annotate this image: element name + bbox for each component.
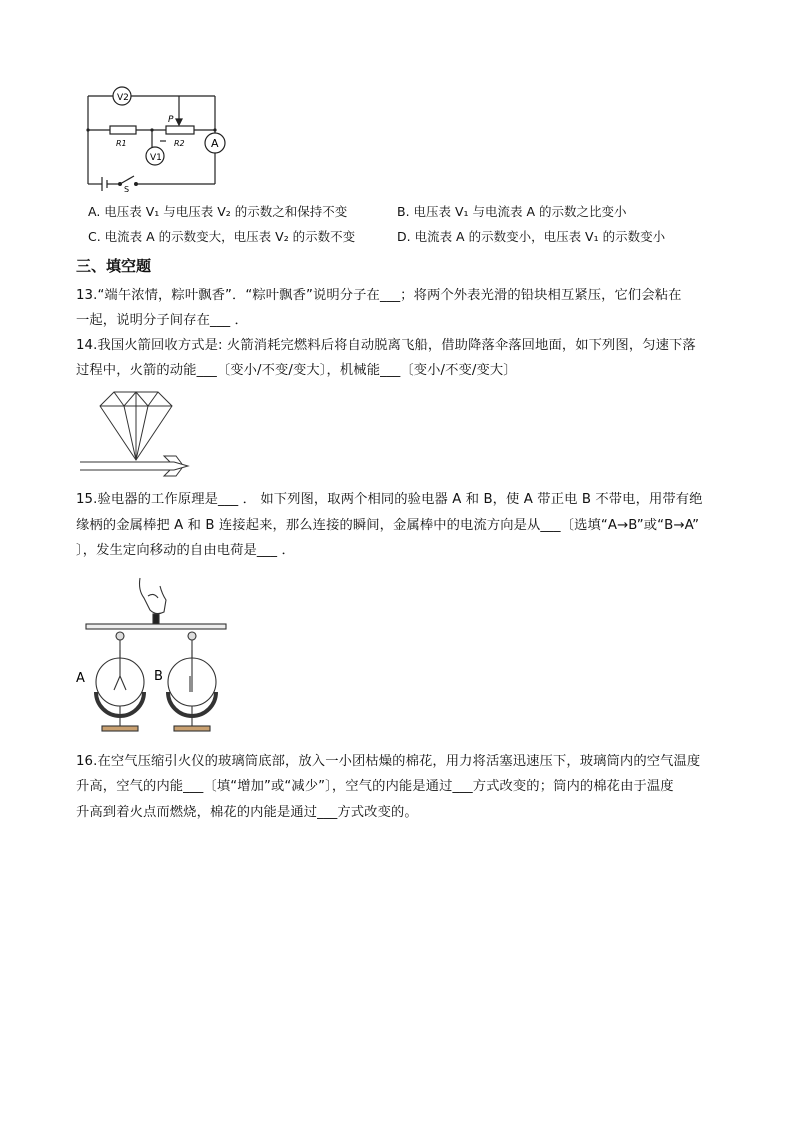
q13-line-1: 13.“端午浓情，粽叶飘香”．“粽叶飘香”说明分子在___；将两个外表光滑的铅块相互紧压，它们会粘在 bbox=[76, 288, 682, 303]
circuit-diagram bbox=[80, 86, 240, 192]
switch-s-label: S bbox=[124, 185, 130, 192]
option-a: A. 电压表 V₁ 与电压表 V₂ 的示数之和保持不变 bbox=[88, 204, 348, 219]
q15-line-1: 15.验电器的工作原理是___ ． 如下列图，取两个相同的验电器 A 和 B，使 A 带正电 B 不带电，用带有绝 bbox=[76, 492, 703, 507]
r2-label: R2 bbox=[174, 139, 185, 148]
option-b: B. 电压表 V₁ 与电流表 A 的示数之比变小 bbox=[397, 204, 627, 219]
q15-line-3: 〕，发生定向移动的自由电荷是___ ． bbox=[76, 543, 295, 558]
slider-p-label: P bbox=[168, 115, 174, 125]
v1-label: V1 bbox=[150, 153, 162, 163]
q16-line-2: 升高，空气的内能___〔填“增加”或“减少”〕，空气的内能是通过___方式改变的；筒内的棉花由于温度 bbox=[76, 779, 674, 794]
electroscope-figure bbox=[74, 576, 230, 736]
r1-label: R1 bbox=[116, 139, 127, 148]
q15-line-2: 缘柄的金属棒把 A 和 B 连接起来，那么连接的瞬间，金属棒中的电流方向是从___〔选填“A→B”或“B→A” bbox=[76, 518, 700, 533]
q13-line-2: 一起，说明分子间存在___ ． bbox=[76, 313, 248, 328]
electroscope-b-label: B bbox=[154, 669, 163, 684]
v2-label: V2 bbox=[117, 93, 129, 103]
option-c: C. 电流表 A 的示数变大，电压表 V₂ 的示数不变 bbox=[88, 229, 356, 244]
q14-line-1: 14.我国火箭回收方式是: 火箭消耗完燃料后将自动脱离飞船，借助降落伞落回地面，如下列图，匀速下落 bbox=[76, 338, 696, 353]
q16-line-3: 升高到着火点而燃烧，棉花的内能是通过___方式改变的。 bbox=[76, 805, 418, 820]
ammeter-label: A bbox=[211, 137, 219, 150]
q14-line-2: 过程中，火箭的动能___〔变小/不变/变大〕，机械能___〔变小/不变/变大〕 bbox=[76, 363, 517, 378]
section-title: 三、填空题 bbox=[76, 257, 152, 275]
q16-line-1: 16.在空气压缩引火仪的玻璃筒底部，放入一小团枯燥的棉花，用力将活塞迅速压下，玻璃筒内的空气温度 bbox=[76, 754, 701, 769]
parachute-rocket-figure bbox=[78, 388, 194, 480]
option-d: D. 电流表 A 的示数变小，电压表 V₁ 的示数变小 bbox=[397, 229, 666, 244]
electroscope-a-label: A bbox=[76, 671, 85, 686]
